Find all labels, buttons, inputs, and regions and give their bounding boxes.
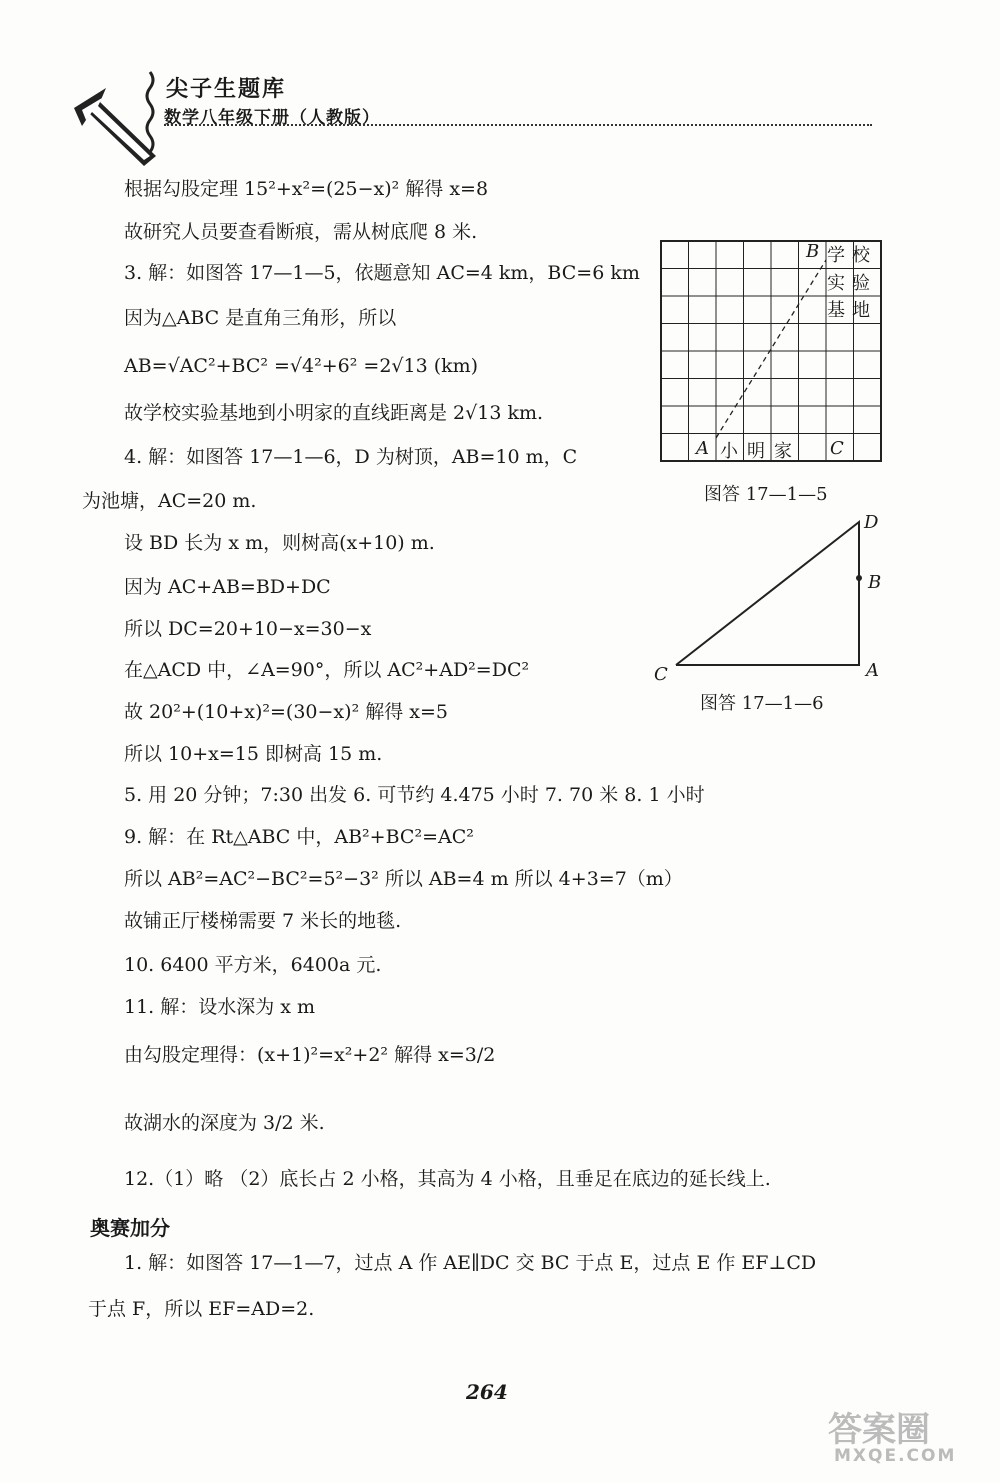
home-char: 小 [720,441,738,462]
label-a: A [696,438,709,459]
text-line: 由勾股定理得：(x+1)²=x²+2² 解得 x=3/2 [124,1044,496,1066]
text-line: 因为△ABC 是直角三角形，所以 [124,307,397,329]
triangle-diagram [660,510,890,680]
watermark-url: MXQE.COM [834,1446,957,1466]
text-line: 所以 DC=20+10−x=30−x [124,618,372,640]
text-line: 因为 AC+AB=BD+DC [124,576,331,598]
label-a: A [866,660,879,681]
text-line: 4. 解：如图答 17—1—6，D 为树顶，AB=10 m，C [124,446,578,468]
text-line: 12.（1）略 （2）底长占 2 小格，其高为 4 小格，且垂足在底边的延长线上. [124,1168,771,1190]
figure-caption: 图答 17—1—6 [700,693,824,714]
watermark-logo: 答案圈 [828,1410,930,1450]
section-title: 奥赛加分 [90,1216,170,1240]
arrow-logo-icon [70,68,160,168]
text-line: 根据勾股定理 15²+x²=(25−x)² 解得 x=8 [124,178,489,200]
text-line: 在△ACD 中，∠A=90°，所以 AC²+AD²=DC² [124,659,530,681]
text-line: 故湖水的深度为 3/2 米. [124,1112,325,1134]
text-line: 9. 解：在 Rt△ABC 中，AB²+BC²=AC² [124,826,474,848]
label-b: B [806,241,820,262]
text-line: 1. 解：如图答 17—1—7，过点 A 作 AE∥DC 交 BC 于点 E，过点 E 作 EF⊥CD [124,1252,817,1274]
page-number: 264 [466,1380,508,1404]
header-subtitle: 数学八年级下册（人教版） [164,108,380,128]
text-line: 为池塘，AC=20 m. [82,490,257,512]
header-divider [164,124,872,126]
text-line: 故学校实验基地到小明家的直线距离是 2√13 km. [124,402,544,424]
text-line: 故 20²+(10+x)²=(30−x)² 解得 x=5 [124,701,448,723]
text-line: 故研究人员要查看断痕，需从树底爬 8 米. [124,221,478,243]
text-line: 于点 F，所以 EF=AD=2. [88,1298,315,1320]
text-line: 故铺正厅楼梯需要 7 米长的地毯. [124,910,402,932]
text-line: AB=√AC²+BC² =√4²+6² =2√13 (km) [124,355,479,377]
label-c: C [654,664,668,685]
text-line: 设 BD 长为 x m，则树高(x+10) m. [124,532,435,554]
label-d: D [864,512,879,533]
school-label: 学校 实验 基地 [827,245,877,321]
text-line: 5. 用 20 分钟；7:30 出发 6. 可节约 4.475 小时 7. 70 米 8. 1 小时 [124,784,705,806]
label-c: C [830,438,844,459]
text-line: 所以 10+x=15 即树高 15 m. [124,743,383,765]
text-line: 3. 解：如图答 17—1—5，依题意知 AC=4 km，BC=6 km [124,262,640,284]
home-char: 明 [747,441,765,462]
text-line: 所以 AB²=AC²−BC²=5²−3² 所以 AB=4 m 所以 4+3=7（m） [124,868,683,890]
text-line: 11. 解：设水深为 x m [124,996,316,1018]
text-line: 10. 6400 平方米，6400a 元. [124,954,382,976]
header-title: 尖子生题库 [166,77,287,102]
label-b: B [868,572,882,593]
home-char: 家 [774,441,792,462]
figure-caption: 图答 17—1—5 [704,484,828,505]
